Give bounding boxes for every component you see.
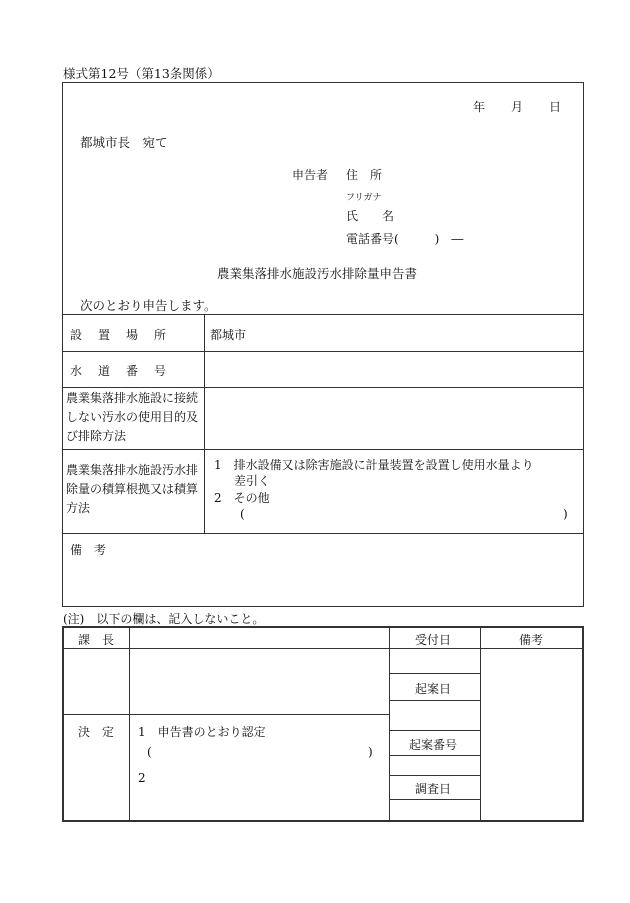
row-divider <box>63 714 390 715</box>
column-divider <box>389 627 390 821</box>
location-value[interactable]: 都城市 <box>210 328 247 342</box>
draft-date-label: 起案日 <box>415 682 452 696</box>
column-divider <box>129 627 130 821</box>
calc-option2: 2 その他 <box>214 491 270 505</box>
date-month: 月 <box>511 100 524 114</box>
application-form <box>62 82 584 607</box>
row-divider <box>62 387 584 388</box>
calc-paren-close: ) <box>563 507 568 521</box>
section-chief-label: 課 長 <box>78 633 115 647</box>
date-year: 年 <box>473 100 486 114</box>
admin-remarks-label: 備考 <box>519 633 544 647</box>
decision-label: 決 定 <box>78 725 115 739</box>
form-title: 農業集落排水施設汚水排除量申告書 <box>217 266 418 281</box>
received-date-label: 受付日 <box>415 633 452 647</box>
date-day: 日 <box>549 100 562 114</box>
row-divider <box>62 314 584 315</box>
row-divider <box>389 799 480 800</box>
row-divider <box>62 449 584 450</box>
decision-option1: 1 申告書のとおり認定 <box>138 725 266 739</box>
column-divider <box>204 314 205 533</box>
decision-option2: 2 <box>138 771 146 785</box>
form-number: 様式第12号（第13条関係） <box>63 66 220 81</box>
intro-text: 次のとおり申告します。 <box>80 298 217 313</box>
column-divider <box>480 627 481 821</box>
furigana-label: フリガナ <box>346 193 382 203</box>
row-divider <box>389 775 480 776</box>
name-label: 氏 名 <box>346 209 395 223</box>
row-divider <box>63 648 583 649</box>
calc-paren-open: ( <box>240 507 245 521</box>
usage-label: 農業集落排水施設に接続しない汚水の使用目的及び排除方法 <box>66 391 199 443</box>
phone-label: 電話番号( ) ― <box>346 232 464 246</box>
calc-option1-continued: 差引く <box>234 474 271 488</box>
row-divider <box>389 673 480 674</box>
applicant-label: 申告者 <box>292 168 329 182</box>
addressee: 都城市長 宛て <box>80 135 168 150</box>
address-label: 住 所 <box>346 168 383 182</box>
decision-paren-close: ) <box>368 745 373 759</box>
row-divider <box>389 700 480 701</box>
row-divider <box>389 730 480 731</box>
water-number-label: 水 道 番 号 <box>70 364 169 378</box>
row-divider <box>62 533 584 534</box>
location-label: 設 置 場 所 <box>70 328 169 342</box>
calc-option1: 1 排水設備又は除害施設に計量装置を設置し使用水量より <box>214 458 534 472</box>
decision-paren-open: ( <box>147 745 152 759</box>
admin-note: (注) 以下の欄は、記入しないこと。 <box>63 612 265 626</box>
row-divider <box>389 755 480 756</box>
calc-label: 農業集落排水施設汚水排除量の積算根拠又は積算方法 <box>66 463 199 515</box>
remarks-label: 備 考 <box>70 543 107 557</box>
row-divider <box>62 351 584 352</box>
survey-date-label: 調査日 <box>415 782 452 796</box>
draft-number-label: 起案番号 <box>409 738 458 752</box>
